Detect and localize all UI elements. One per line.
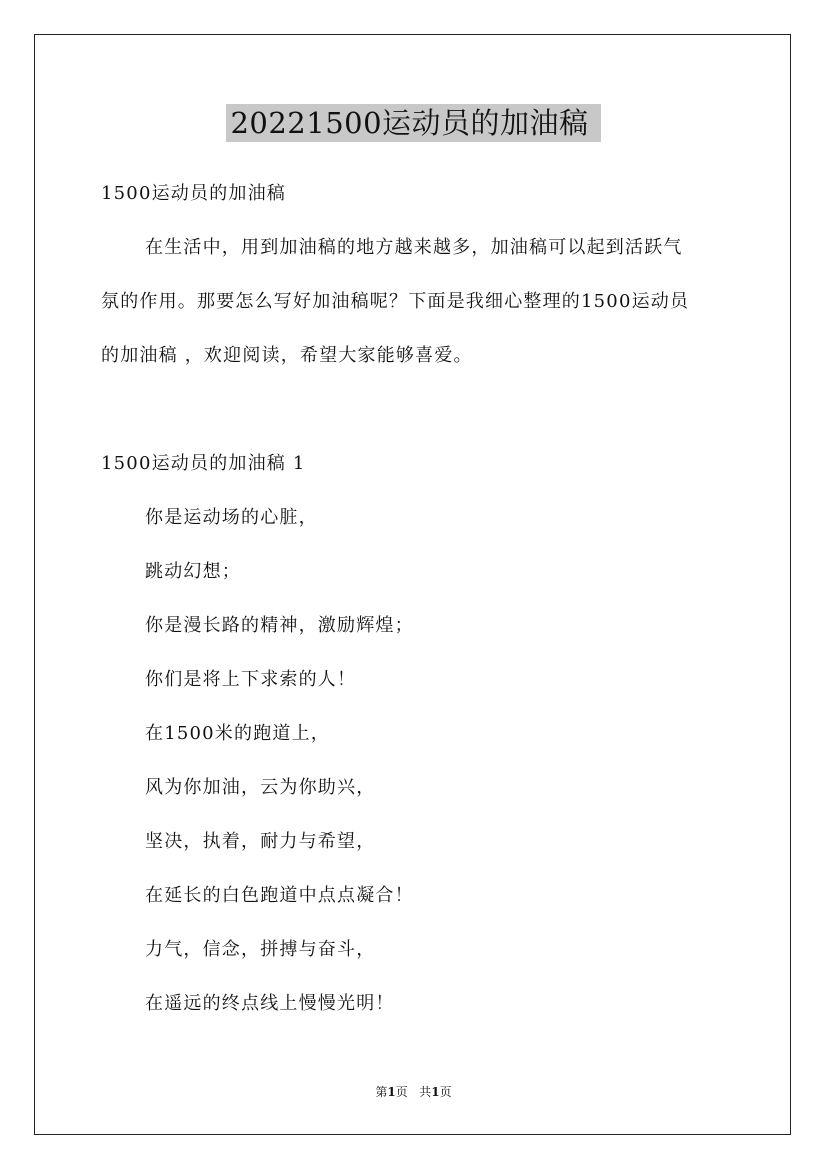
document-title: 20221500运动员的加油稿 bbox=[226, 104, 600, 142]
footer-total-prefix: 共 bbox=[419, 1085, 432, 1099]
page-footer bbox=[0, 1084, 827, 1100]
poem-line: 坚决，执着，耐力与希望， bbox=[145, 831, 376, 852]
poem-line: 跳动幻想； bbox=[145, 561, 241, 582]
poem-line: 在延长的白色跑道中点点凝合！ bbox=[145, 885, 414, 906]
footer-page-suffix: 页 bbox=[395, 1085, 408, 1099]
footer-page-prefix: 第 bbox=[375, 1085, 388, 1099]
section-heading: 1500运动员的加油稿 1 bbox=[101, 453, 306, 474]
title-container bbox=[0, 104, 827, 142]
poem-line: 风为你加油，云为你助兴， bbox=[145, 777, 376, 798]
footer-total-pages: 1 bbox=[431, 1085, 440, 1099]
intro-line: 氛的作用。那要怎么写好加油稿呢？下面是我细心整理的1500运动员 bbox=[101, 291, 690, 312]
document-subtitle: 1500运动员的加油稿 bbox=[101, 183, 287, 204]
poem-line: 你是漫长路的精神，激励辉煌； bbox=[145, 615, 414, 636]
poem-line: 在遥远的终点线上慢慢光明！ bbox=[145, 993, 395, 1014]
footer-total-suffix: 页 bbox=[439, 1085, 452, 1099]
intro-line: 的加油稿 ，欢迎阅读，希望大家能够喜爱。 bbox=[101, 345, 473, 366]
intro-line: 在生活中，用到加油稿的地方越来越多，加油稿可以起到活跃气 bbox=[145, 237, 683, 258]
poem-line: 你们是将上下求索的人！ bbox=[145, 669, 357, 690]
footer-page-number: 1 bbox=[387, 1085, 396, 1099]
poem-line: 你是运动场的心脏， bbox=[145, 507, 318, 528]
poem-line: 力气，信念，拼搏与奋斗， bbox=[145, 939, 376, 960]
poem-line: 在1500米的跑道上， bbox=[145, 723, 331, 744]
